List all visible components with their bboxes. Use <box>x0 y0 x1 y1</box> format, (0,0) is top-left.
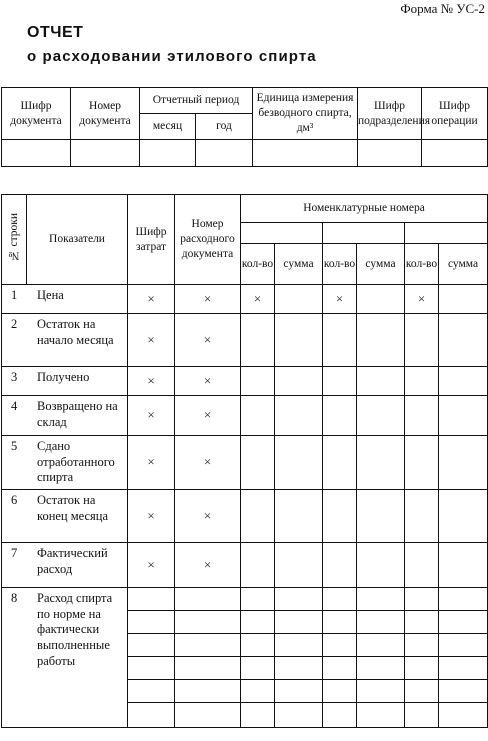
cross-mark: × <box>203 454 212 470</box>
data-cell[interactable] <box>128 703 175 728</box>
data-cell[interactable] <box>357 657 405 680</box>
data-cell[interactable] <box>323 680 357 703</box>
data-cell[interactable] <box>357 367 405 396</box>
report-title: ОТЧЕТ <box>27 24 84 41</box>
indicator-content <box>11 370 125 386</box>
data-cell[interactable] <box>323 657 357 680</box>
data-cell[interactable] <box>357 396 405 436</box>
month-header: месяц <box>140 114 196 140</box>
row-number-header <box>2 195 27 285</box>
qty-header-2: кол-во <box>323 244 357 285</box>
data-cell[interactable] <box>241 680 275 703</box>
data-cell[interactable] <box>241 396 275 436</box>
row-number: 2 <box>11 317 18 331</box>
data-cell[interactable] <box>439 680 488 703</box>
data-cell[interactable] <box>275 367 323 396</box>
indicator-label: Получено <box>37 370 90 384</box>
not-applicable-cell <box>175 396 241 436</box>
cross-mark: × <box>147 507 155 523</box>
indicator-cell <box>2 396 128 436</box>
not-applicable-cell <box>128 367 175 396</box>
data-cell[interactable] <box>405 314 439 367</box>
data-cell[interactable] <box>357 680 405 703</box>
op-code-cell[interactable] <box>422 140 488 167</box>
data-cell[interactable] <box>241 588 275 611</box>
not-applicable-cell <box>128 285 175 314</box>
cross-mark: × <box>147 454 155 470</box>
data-cell[interactable] <box>405 588 439 611</box>
row-number: 3 <box>11 370 18 384</box>
data-cell[interactable] <box>323 314 357 367</box>
qty-header-3: кол-во <box>405 244 439 285</box>
indicator-cell <box>2 543 128 588</box>
row-number: 7 <box>11 546 18 560</box>
indicator-label: Фактический расход <box>37 546 108 576</box>
data-cell[interactable] <box>439 588 488 611</box>
month-cell[interactable] <box>140 140 196 167</box>
data-cell[interactable] <box>323 703 357 728</box>
data-cell[interactable] <box>275 680 323 703</box>
data-cell[interactable] <box>175 634 241 657</box>
doc-number-cell[interactable] <box>71 140 140 167</box>
data-cell[interactable] <box>357 285 405 314</box>
data-cell[interactable] <box>405 543 439 588</box>
nomenclature-number-cell-3[interactable] <box>405 223 488 244</box>
data-cell[interactable] <box>275 396 323 436</box>
data-cell[interactable] <box>439 543 488 588</box>
data-cell[interactable] <box>357 611 405 634</box>
cross-mark: × <box>203 507 212 523</box>
sum-header-3: сумма <box>439 244 488 285</box>
not-applicable-cell <box>175 436 241 490</box>
not-applicable-cell <box>128 543 175 588</box>
indicator-content <box>11 591 125 669</box>
data-cell[interactable] <box>323 490 357 543</box>
data-cell[interactable] <box>323 436 357 490</box>
not-applicable-cell <box>241 285 275 314</box>
data-cell[interactable] <box>405 657 439 680</box>
row-number: 4 <box>11 399 18 413</box>
data-cell[interactable] <box>405 396 439 436</box>
indicator-content <box>11 317 125 348</box>
data-cell[interactable] <box>275 543 323 588</box>
indicator-content <box>11 399 125 430</box>
data-cell[interactable] <box>241 490 275 543</box>
indicator-content <box>11 288 125 304</box>
data-cell[interactable] <box>275 588 323 611</box>
cross-mark: × <box>147 372 155 388</box>
unit-header: Единица измерения безводного спирта, дм³ <box>253 88 358 140</box>
data-cell[interactable] <box>357 634 405 657</box>
not-applicable-cell <box>128 314 175 367</box>
cross-mark: × <box>253 290 262 306</box>
dept-code-header: Шифр подразделения <box>358 88 422 140</box>
indicator-label: Остаток на конец месяца <box>37 493 109 523</box>
data-cell[interactable] <box>323 396 357 436</box>
data-cell[interactable] <box>357 703 405 728</box>
not-applicable-cell <box>128 490 175 543</box>
not-applicable-cell <box>323 285 357 314</box>
indicator-label: Расход спирта по норме на фактически выполненные работы <box>37 591 113 668</box>
cross-mark: × <box>203 331 212 347</box>
data-cell[interactable] <box>323 367 357 396</box>
expense-doc-header: Номер расходного документа <box>175 195 241 285</box>
data-cell[interactable] <box>275 314 323 367</box>
indicator-cell <box>2 436 128 490</box>
data-cell[interactable] <box>405 611 439 634</box>
cross-mark: × <box>203 372 212 388</box>
cross-mark: × <box>147 331 155 347</box>
indicators-header: Показатели <box>27 195 128 285</box>
data-cell[interactable] <box>275 436 323 490</box>
data-cell[interactable] <box>323 588 357 611</box>
data-cell[interactable] <box>128 680 175 703</box>
cross-mark: × <box>203 407 212 423</box>
cross-mark: × <box>335 290 344 306</box>
row-number: 5 <box>11 439 18 453</box>
data-cell[interactable] <box>439 657 488 680</box>
doc-code-header: Шифр документа <box>2 88 71 140</box>
data-cell[interactable] <box>241 436 275 490</box>
data-cell[interactable] <box>128 634 175 657</box>
form-number-label: Форма № УС-2 <box>400 1 485 16</box>
data-cell[interactable] <box>439 611 488 634</box>
data-cell[interactable] <box>405 367 439 396</box>
data-cell[interactable] <box>405 680 439 703</box>
data-cell[interactable] <box>241 611 275 634</box>
cross-mark: × <box>147 407 155 423</box>
not-applicable-cell <box>175 285 241 314</box>
data-cell[interactable] <box>275 611 323 634</box>
indicator-label: Возвращено на склад <box>37 399 118 429</box>
report-subtitle: о расходовании этилового спирта <box>27 48 317 65</box>
doc-number-header: Номер документа <box>71 88 140 140</box>
document-header-table <box>1 87 488 167</box>
data-cell[interactable] <box>357 314 405 367</box>
data-cell[interactable] <box>439 285 488 314</box>
cross-mark: × <box>147 556 155 572</box>
table-row <box>2 367 488 396</box>
table-row <box>2 396 488 436</box>
sum-header-2: сумма <box>357 244 405 285</box>
year-header: год <box>196 114 253 140</box>
cross-mark: × <box>417 290 426 306</box>
table-row <box>2 543 488 588</box>
not-applicable-cell <box>175 543 241 588</box>
nomenclature-header: Номенклатурные номера <box>241 195 488 223</box>
table-row <box>2 436 488 490</box>
data-cell[interactable] <box>241 703 275 728</box>
data-cell[interactable] <box>275 285 323 314</box>
data-cell[interactable] <box>241 367 275 396</box>
nomenclature-number-cell-1[interactable] <box>241 223 323 244</box>
not-applicable-cell <box>175 314 241 367</box>
cost-code-header: Шифр затрат <box>128 195 175 285</box>
data-cell[interactable] <box>241 657 275 680</box>
data-cell[interactable] <box>175 680 241 703</box>
data-cell[interactable] <box>275 703 323 728</box>
data-cell[interactable] <box>357 543 405 588</box>
data-cell[interactable] <box>323 543 357 588</box>
data-cell[interactable] <box>405 634 439 657</box>
data-cell[interactable] <box>357 588 405 611</box>
data-cell[interactable] <box>275 490 323 543</box>
data-cell[interactable] <box>175 611 241 634</box>
row-number: 8 <box>11 591 18 605</box>
data-cell[interactable] <box>128 588 175 611</box>
sum-header-1: сумма <box>275 244 323 285</box>
indicator-label: Остаток на начало месяца <box>37 317 114 347</box>
indicator-label: Сдано отработанного спирта <box>37 439 115 485</box>
indicator-content <box>11 493 125 524</box>
data-cell[interactable] <box>275 634 323 657</box>
not-applicable-cell <box>128 436 175 490</box>
cross-mark: × <box>147 290 155 306</box>
unit-cell[interactable] <box>253 140 358 167</box>
data-cell[interactable] <box>405 490 439 543</box>
table-row <box>2 490 488 543</box>
data-cell[interactable] <box>439 396 488 436</box>
data-cell[interactable] <box>241 543 275 588</box>
row-number: 1 <box>11 288 18 302</box>
data-cell[interactable] <box>439 634 488 657</box>
table-row <box>2 285 488 314</box>
data-cell[interactable] <box>439 367 488 396</box>
indicator-label: Цена <box>37 288 64 302</box>
data-cell[interactable] <box>439 703 488 728</box>
data-cell[interactable] <box>439 490 488 543</box>
row-number-header-text: № строки <box>7 212 20 262</box>
data-cell[interactable] <box>241 314 275 367</box>
qty-header-1: кол-во <box>241 244 275 285</box>
indicator-content <box>11 546 125 577</box>
data-cell[interactable] <box>175 588 241 611</box>
table-row <box>2 588 488 611</box>
indicator-cell <box>2 490 128 543</box>
data-cell[interactable] <box>175 657 241 680</box>
not-applicable-cell <box>175 367 241 396</box>
table-row <box>2 314 488 367</box>
year-cell[interactable] <box>196 140 253 167</box>
indicator-content <box>11 439 125 486</box>
indicator-cell <box>2 285 128 314</box>
cross-mark: × <box>203 290 212 306</box>
dept-code-cell[interactable] <box>358 140 422 167</box>
not-applicable-cell <box>128 396 175 436</box>
data-cell[interactable] <box>357 490 405 543</box>
doc-code-cell[interactable] <box>2 140 71 167</box>
not-applicable-cell <box>405 285 439 314</box>
period-header: Отчетный период <box>140 88 253 114</box>
data-cell[interactable] <box>357 436 405 490</box>
data-cell[interactable] <box>128 611 175 634</box>
data-cell[interactable] <box>241 634 275 657</box>
data-cell[interactable] <box>405 703 439 728</box>
not-applicable-cell <box>175 490 241 543</box>
indicator-cell <box>2 588 128 728</box>
data-cell[interactable] <box>323 634 357 657</box>
cross-mark: × <box>203 556 212 572</box>
data-cell[interactable] <box>439 314 488 367</box>
indicator-cell <box>2 314 128 367</box>
alcohol-usage-table <box>1 194 488 728</box>
indicator-cell <box>2 367 128 396</box>
data-cell[interactable] <box>439 436 488 490</box>
op-code-header: Шифр операции <box>422 88 488 140</box>
data-cell[interactable] <box>128 657 175 680</box>
row-number: 6 <box>11 493 18 507</box>
data-cell[interactable] <box>405 436 439 490</box>
data-cell[interactable] <box>323 611 357 634</box>
data-cell[interactable] <box>275 657 323 680</box>
nomenclature-number-cell-2[interactable] <box>323 223 405 244</box>
data-cell[interactable] <box>175 703 241 728</box>
